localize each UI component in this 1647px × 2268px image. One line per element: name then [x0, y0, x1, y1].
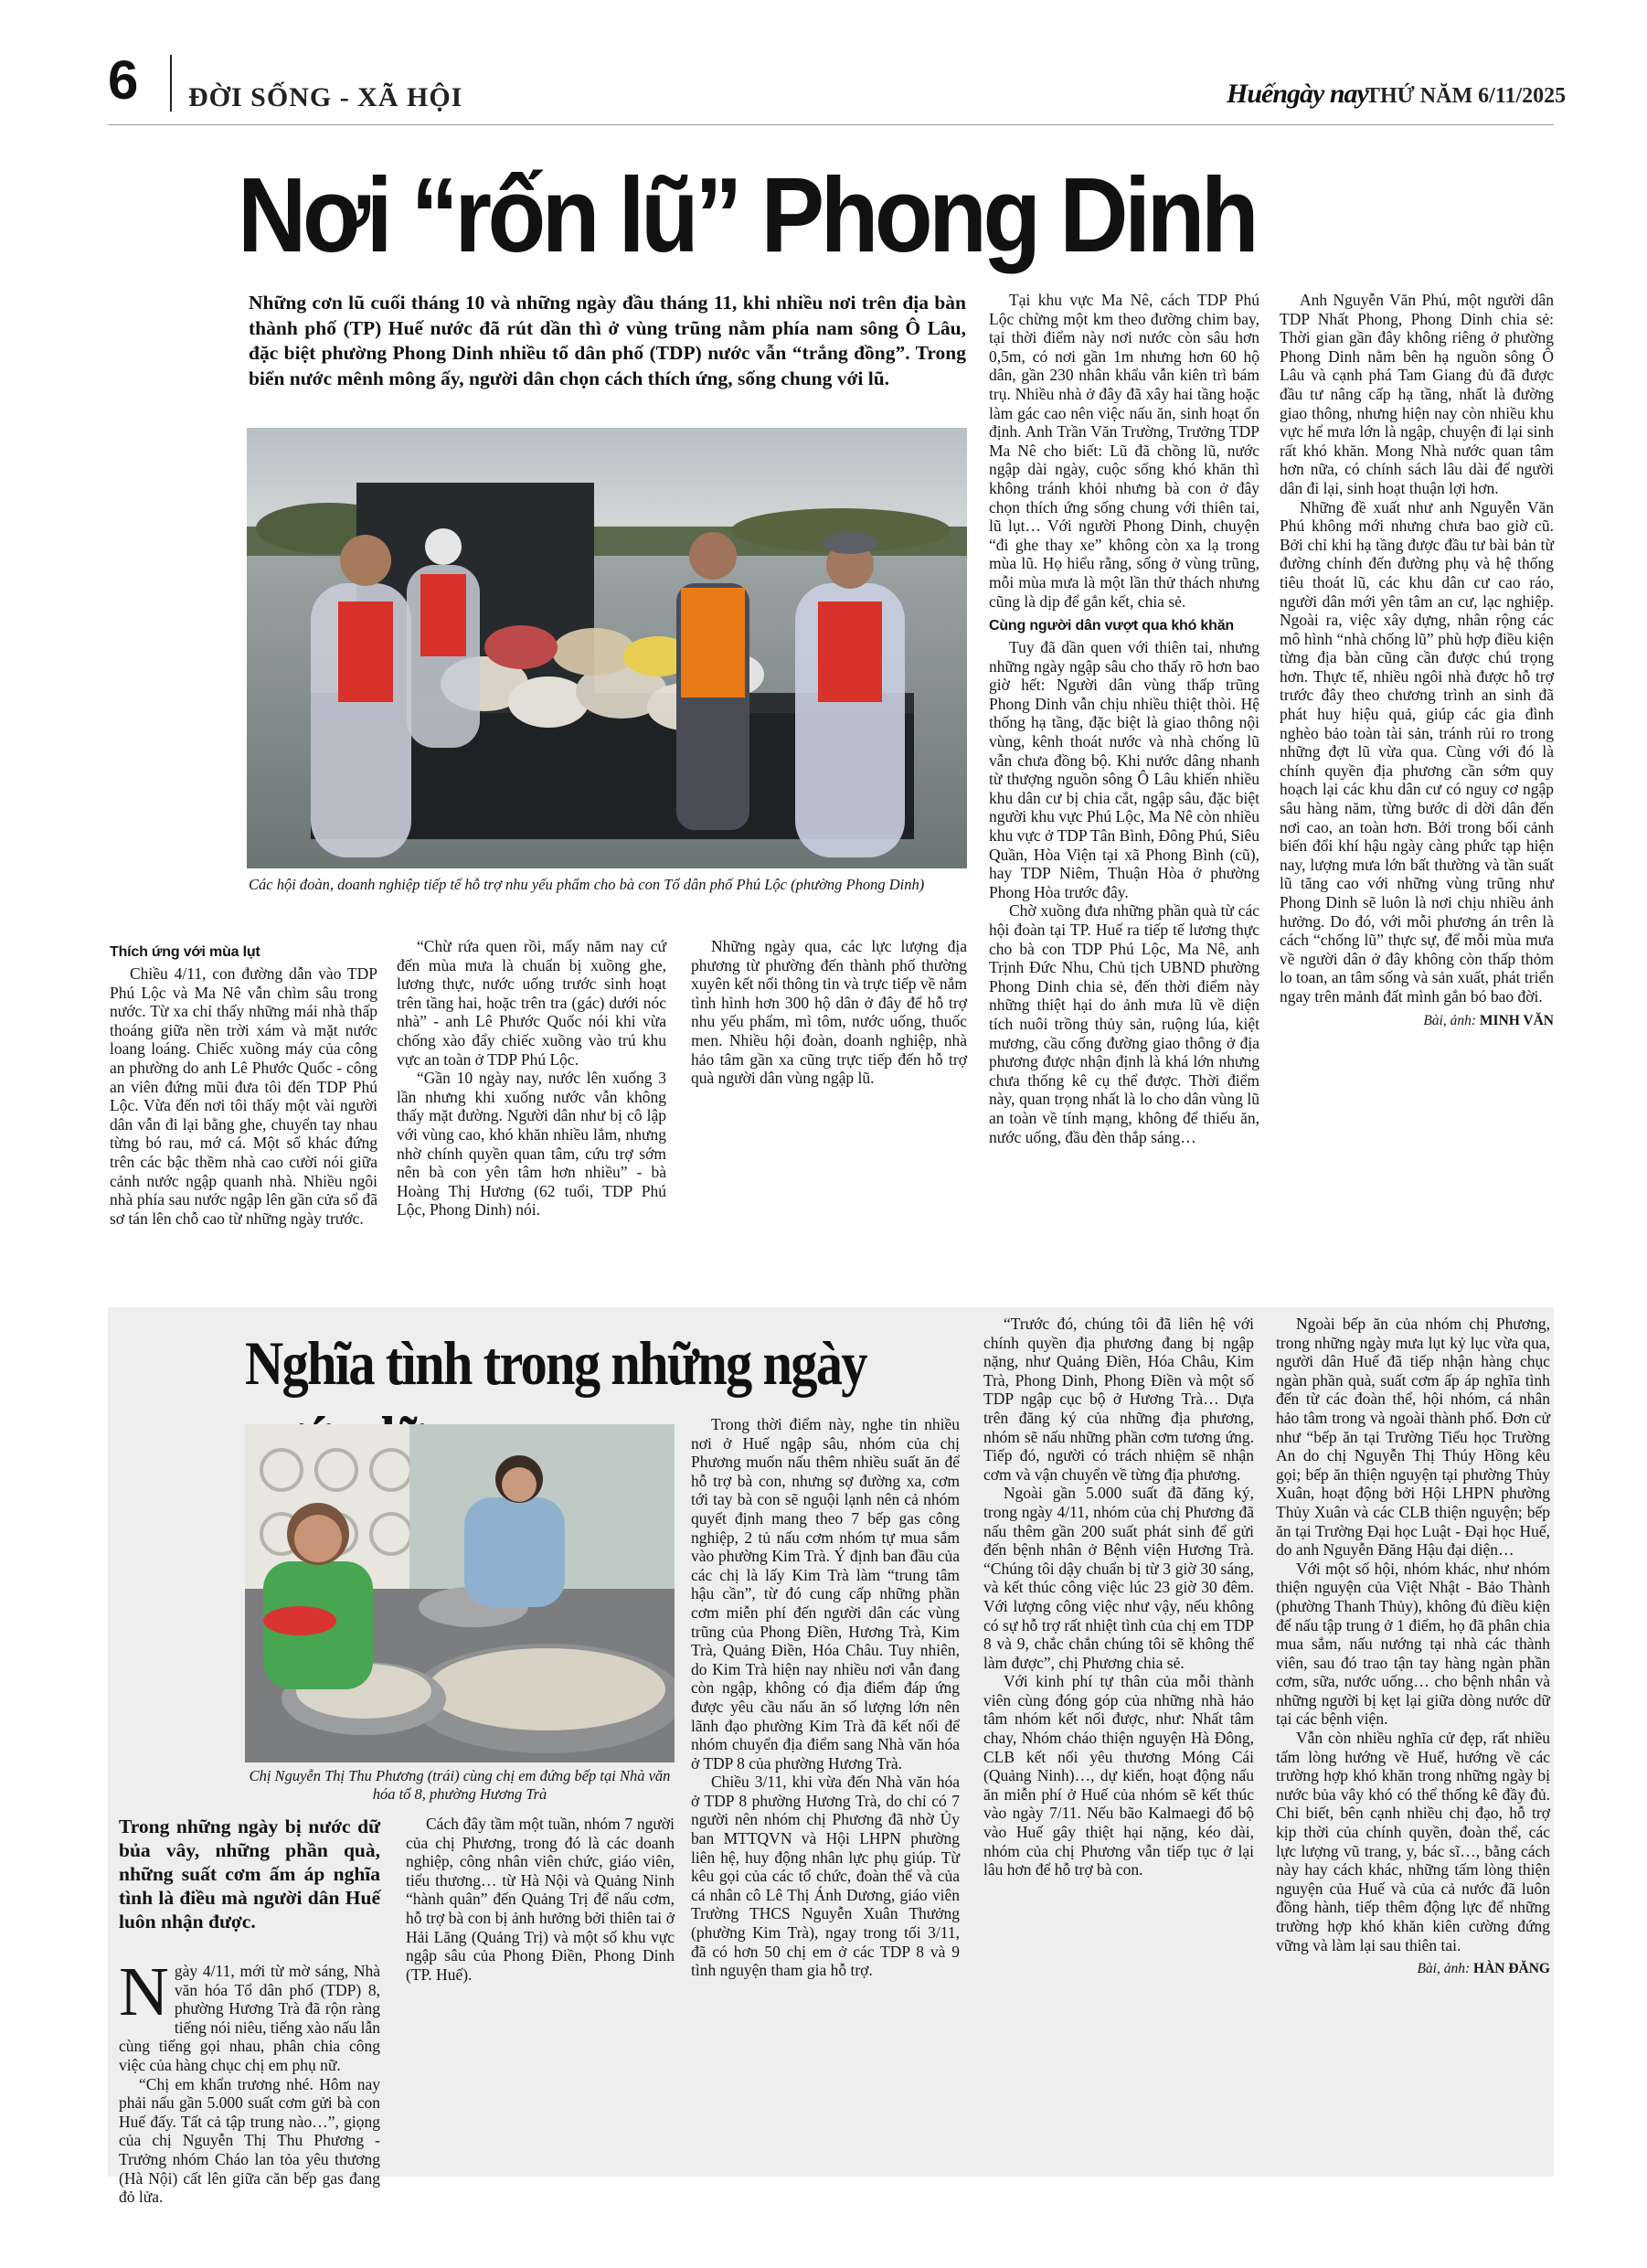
article2-column-4: [983, 1315, 1254, 1879]
article1-paragraph-3: “Gần 10 ngày nay, nước lên xuống 3 lần nhưng khi xuống nước vẫn không thấy mặt đường. Người dân như bị cô lập với vùng cao, khó khăn nhiều lắm, nhưng nhờ chính quyền quan tâm, cứu trợ sớm nên bà con yên tâm hơn nhiều” - bà Hoàng Thị Hương (62 tuổi, TDP Phú Lộc, Phong Dinh) nói.: [397, 1069, 666, 1219]
article2-lead: Trong những ngày bị nước dữ bủa vây, những phần quà, những suất cơm ấm áp nghĩa tình là điều mà người dân Huế luôn nhận được.: [119, 1815, 380, 1933]
article2-paragraph-3: Cách đây tầm một tuần, nhóm 7 người của chị Phương, trong đó là các doanh nghiệp, công nhân viên chức, giáo viên, tiểu thương… từ Hà Nội và Quảng Ninh “hành quân” đến Quảng Trị để nấu cơm, hỗ trợ bà con bị ảnh hưởng bởi thiên tai ở Hải Lăng (Quảng Trị) và một số khu vực ngập sâu của Phong Điền, Phong Dinh (TP. Huế).: [406, 1815, 675, 1984]
article2-paragraph-10: Với một số hội, nhóm khác, như nhóm thiện nguyện của Việt Nhật - Bảo Thành (phường Thanh Thủy), không đủ điều kiện để nấu tập trung ở 1 điểm, họ đã phân chia mua sắm, nấu nướng tại nhà các thành viên, sau đó trao tận tay hàng ngàn phần cơm, sữa, nước uống… cho bệnh nhân và những người bị kẹt lại giữa dòng nước dữ tại các bệnh viện.: [1276, 1559, 1550, 1729]
section-name: ĐỜI SỐNG - XÃ HỘI: [188, 82, 463, 112]
article2-column-3: [691, 1415, 960, 1980]
header-rule: [108, 124, 1554, 125]
article1-paragraph-8: Anh Nguyễn Văn Phú, một người dân TDP Nhất Phong, Phong Dinh chia sẻ: Thời gian gần đây không riêng ở phường Phong Dinh nằm bên hạ nguồn sông Ô Lâu và cạnh phá Tam Giang đủ đã được đầu tư nâng cấp hạ tầng, nhất là đường giao thông, nhưng hiện nay còn nhiều khu vực hể mưa lớn là ngập, chuyện đi lại sinh rất khó khăn. Mong Nhà nước quan tâm hơn nữa, có chính sách lâu dài để người dân đi lại, sinh hoạt thuận lợi hơn.: [1280, 291, 1554, 497]
article2-byline: Bài, ảnh: HÀN ĐĂNG: [1417, 1961, 1550, 1977]
article1-subhead-2: Cùng người dân vượt qua khó khăn: [989, 618, 1234, 634]
article1-paragraph-2: “Chừ rứa quen rồi, mấy năm nay cứ đến mùa mưa là chuẩn bị xuồng ghe, lương thực, nước uống trước sinh hoạt trên tầng hai, hoặc trên tra (gác) dưới nóc nhà” - anh Lê Phước Quốc nói khi vừa chống xào đẩy chiếc xuồng vào trú khu vực an toàn ở TDP Phú Lộc.: [397, 937, 666, 1069]
article1-paragraph-4: Những ngày qua, các lực lượng địa phương từ phường đến thành phố thường xuyên kết nối thông tin và trực tiếp về nắm tình hình hơn 300 hộ dân ở đây để hỗ trợ nhu yếu phẩm, mì tôm, nước uống, thuốc men. Nhiều hội đoàn, doanh nghiệp, nhà hảo tâm gần xa cũng trực tiếp đến hỗ trợ quà người dân vùng ngập lũ.: [691, 937, 967, 1088]
article1-paragraph-6: Tuy đã dần quen với thiên tai, nhưng những ngày ngập sâu cho thấy rõ hơn bao giờ hết: Người dân vùng thấp trũng Phong Dinh vẫn chịu nhiều thiệt thòi. Hệ thống hạ tầng, đặc biệt là giao thông nội vùng, kênh thoát nước và nhà chống lũ vẫn chưa đồng bộ. Khi nước dâng nhanh từ thượng nguồn sông Ô Lâu khiến nhiều khu dân cư bị chia cắt, ngập sâu, đặc biệt người khu vực Phú Lộc, Ma Nê còn nhiều khu vực ở TDP Tân Bình, Đông Phú, Siêu Quần, Hòa Viện tại xã Phong Bình (cũ), hay TDP Niêm, Thuận Hòa ở phường Phong Hòa trước đây.: [989, 638, 1259, 901]
article1-column-2: [397, 937, 666, 1219]
article2-photo-caption: Chị Nguyễn Thị Thu Phương (trái) cùng chị em đứng bếp tại Nhà văn hóa tổ 8, phường Hương Trà: [249, 1767, 671, 1803]
article2-paragraph-5: Chiều 3/11, khi vừa đến Nhà văn hóa ở TDP 8 phường Hương Trà, do chỉ có 7 người nên nhóm chị Phương đã nhờ Ủy ban MTTQVN và Hội LHPN phường liên hệ, huy động nhân lực phụ giúp. Từ kêu gọi của các tổ chức, đoàn thể và của cá nhân cô Lê Thị Ánh Dương, giáo viên Trường THCS Nguyễn Xuân Thưởng (phường Kim Trà), ngay trong tối 3/11, đã có hơn 50 chị em ở các TDP 8 và 9 tình nguyện tham gia hỗ trợ.: [691, 1773, 960, 1980]
article2-paragraph-9: Ngoài bếp ăn của nhóm chị Phương, trong những ngày mưa lụt kỷ lục vừa qua, người dân Huế đã tiếp nhận hàng chục ngàn phần quà, suất cơm ấp áp nghĩa tình đến từ các đoàn thể, hội nhóm, cá nhân hảo tâm trong và ngoài thành phố. Đơn cử như “bếp ăn tại Trường Tiểu học Trường An do chị Nguyễn Thị Thúy Hồng kêu gọi; bếp ăn thiện nguyện tại phường Thủy Xuân, hoạt động bởi Hội LHPN phường Thủy Xuân và các CLB thiện nguyện; bếp ăn tại Trường Đại học Luật - Đại học Huế, do anh Nguyễn Đăng Hậu đại diện…: [1276, 1315, 1550, 1560]
article2-paragraph-11: Vẫn còn nhiều nghĩa cử đẹp, rất nhiều tấm lòng hướng về Huế, hướng về các trường hợp khó khăn trong những ngày bị nước bủa vây khó có thể thống kê đầy đủ. Chỉ biết, bên cạnh nhiều chị đạo, hỗ trợ kịp thời của chính quyền, đoàn thể, các lực lượng vũ trang, y, bác sĩ…, bằng cách này hay cách khác, những tấm lòng thiện nguyện của Huế và của cả nước đã luôn đồng hành, tiếp thêm động lực để những trường hợp khó khăn kiên cường đứng vững và làm lại sau thiên tai.: [1276, 1729, 1550, 1954]
article1-paragraph-1: Chiều 4/11, con đường dẫn vào TDP Phú Lộc và Ma Nê vẫn chìm sâu trong nước. Từ xa chỉ thấy những mái nhà thấp thoáng giữa nền trời xám và mặt nước loang loáng. Chiếc xuồng máy của công an phường do anh Lê Phước Quốc - công an viên đứng mũi đưa tôi đến TDP Phú Lộc. Vừa đến nơi tôi thấy một vài người dân vẫn đi lại bằng ghe, chuyển tay nhau từng bó rau, mớ cá. Một số khác đứng trên các bậc thềm nhà cao cười nói giữa cảnh nước ngập quanh nhà. Nhiều ngôi nhà phía sau nước ngập lên gần cửa sổ đã sơ tán lên chỗ cao từ những ngày trước.: [110, 964, 377, 1228]
page-number: 6: [108, 49, 139, 111]
article1-column-5: [1280, 291, 1554, 1030]
article1-title: Nơi “rốn lũ” Phong Dinh: [238, 155, 1256, 274]
header-date: THỨ NĂM 6/11/2025: [1365, 84, 1567, 108]
article1-column-4: [989, 291, 1259, 1146]
header-divider: [170, 55, 172, 112]
article2-paragraph-7: Ngoài gần 5.000 suất đã đăng ký, trong ngày 4/11, nhóm của chị Phương đã nấu thêm gần 200 suất phát sinh để gửi đến bệnh nhân ở Bệnh viện Hương Trà. “Chúng tôi dậy chuẩn bị từ 3 giờ 30 sáng, và kết thúc công việc lúc 23 giờ 30 đêm. Với lượng công việc như vậy, nếu không có sự hỗ trợ rất nhiệt tình của chị em TDP 8 và 9, chắc chắn chúng tôi sẽ không thể làm được”, chị Phương chia sẻ.: [983, 1484, 1254, 1672]
kitchen-photo: [245, 1424, 675, 1762]
article1-paragraph-7: Chờ xuồng đưa những phần quà từ các hội đoàn tại TP. Huế ra tiếp tế lương thực cho bà con TDP Phú Lộc, Ma Nê, anh Trịnh Đức Nhu, Chủ tịch UBND phường Phong Dinh chia sẻ, đến thời điểm này những thiệt hại do ảnh mưa lũ về diện tích nuôi trồng thủy sản, ruộng lúa, kiệt mương, cầu cống đường giao thông ở địa phương được nhận định là khá lớn nhưng chưa thống kê cụ thể được. Thời điểm này, quan trọng nhất là lo cho dân vùng lũ an toàn về tính mạng, không để thiếu ăn, nước uống, đầu đèn thắp sáng…: [989, 901, 1259, 1146]
article1-column-1: [110, 937, 377, 1228]
article2-paragraph-4: Trong thời điểm này, nghe tin nhiều nơi ở Huế ngập sâu, nhóm của chị Phương muốn nấu thêm nhiều suất ăn để hỗ trợ bà con, nhưng sợ đường xa, cơm tới tay bà con sẽ nguội lạnh nên cả nhóm quyết định mang theo 7 bếp gas công nghiệp, 2 tủ nấu cơm nhóm tự mua sắm vào phường Kim Trà. Ý định ban đầu của các chị là lấy Kim Trà làm “trung tâm hậu cần”, từ đó cung cấp những phần cơm miễn phí đến người dân các vùng trũng của Phong Điền, Hương Trà, Kim Trà, Quảng Điền, Hóa Châu. Tuy nhiên, do Kim Trà hiện nay nhiều nơi vẫn đang còn ngập, không có địa điểm đáp ứng được yêu cầu nấu ăn số lượng lớn nên lãnh đạo phường Kim Trà đã kết nối để nhóm chuyển địa điểm sang Nhà văn hóa ở TDP 8 của phường Hương Trà.: [691, 1415, 960, 1773]
article2-title: Nghĩa tình trong những ngày: [245, 1328, 866, 1398]
article2-column-5: [1276, 1315, 1550, 1979]
article2-photo: [245, 1424, 675, 1762]
article2-paragraph-6: “Trước đó, chúng tôi đã liên hệ với chính quyền địa phương đang bị ngập nặng, như Quảng Điền, Hóa Châu, Kim Trà, Phong Dinh, Phong Điền và một số TDP ngập cục bộ ở Hương Trà… Dựa trên đăng ký của những địa phương, nhóm sẽ nấu những phần cơm tương ứng. Tiếp đó, người có trách nhiệm sẽ nhận cơm và vận chuyển về từng địa phương.: [983, 1315, 1254, 1484]
article2-column-2: [406, 1815, 675, 1984]
article1-paragraph-5: Tại khu vực Ma Nê, cách TDP Phú Lộc chừng một km theo đường chim bay, tại thời điểm này nơi nước còn sâu hơn 0,5m, có nơi gần 1m nhưng hơn 60 hộ dân, gần 230 nhân khẩu vẫn kiên trì bám trụ. Nhiều nhà ở đây đã xây hai tầng hoặc làm gác cao nên việc nấu ăn, sinh hoạt ổn định. Anh Trần Văn Trường, Trưởng TDP Ma Nê cho biết: Lũ đã chồng lũ, nước ngập dài ngày, cuộc sống khó khăn thì không tránh khỏi nhưng bà con ở đây chọn thích ứng sống chung với thiên tai, lũ lụt… Với người Phong Dinh, chuyện “đi ghe thay xe” không còn xa lạ trong mùa lũ. Họ hiểu rằng, sống ở vùng trũng, mỗi mùa mưa là một lần thử thách nhưng cũng là dịp để gắn kết, chia sẻ.: [989, 291, 1259, 611]
article1-photo-caption: Các hội đoàn, doanh nghiệp tiếp tế hỗ trợ nhu yếu phẩm cho bà con Tổ dân phố Phú Lộc (phường Phong Dinh): [249, 876, 925, 893]
article2-column-1: [119, 1954, 380, 2207]
article1-subhead-1: Thích ứng với mùa lụt: [110, 944, 260, 960]
article1-lead: Những cơn lũ cuối tháng 10 và những ngày đầu tháng 11, khi nhiều nơi trên địa bàn thành phố (TP) Huế nước đã rút dần thì ở vùng trũng nằm phía nam sông Ô Lâu, đặc biệt phường Phong Dinh nhiều tổ dân phố (TDP) nước vẫn “trắng đồng”. Trong biển nước mênh mông ấy, người dân chọn cách thích ứng, sống chung với lũ.: [249, 292, 966, 389]
article1-paragraph-9: Những đề xuất như anh Nguyễn Văn Phú không mới nhưng chưa bao giờ cũ. Bởi chỉ khi hạ tầng được đầu tư bài bản từ đường chính đến đường phụ và hệ thống tiêu thoát lũ, các khu dân cư cao ráo, người dân mới yên tâm an cư, lạc nghiệp. Ngoài ra, việc xây dựng, nhân rộng các mô hình “nhà chống lũ” phù hợp điều kiện từng địa bàn cũng cần được chú trọng hơn. Thực tế, nhiều ngôi nhà được hỗ trợ trước đây theo chương trình an sinh đã phát huy hiệu quả, giúp các gia đình nghèo bảo toàn tài sản, tránh rủi ro trong những đợt lũ vừa qua. Cùng với đó là chính quyền địa phương cần sớm quy hoạch lại các khu dân cư có nguy cơ ngập sâu hàng năm, từng bước di dời dân đến nơi cao, an toàn hơn. Bởi trong bối cảnh biến đổi khí hậu ngày càng phức tạp hiện nay, lượng mưa lớn bất thường và tần suất lũ tăng cao với những vùng trũng như Phong Dinh sẽ luôn là nơi chịu nhiều ảnh hưởng. Do đó, với mỗi phương án trên là cách “chống lũ” thực sự, để mỗi mùa mưa về người dân ở đây không còn thấp thỏm lo toan, an tâm sống và sản xuất, phát triển ngay trên mảnh đất mình gắn bó bao đời.: [1280, 497, 1554, 1006]
article1-column-3: [691, 937, 967, 1088]
article2-paragraph-1: Ngày 4/11, mới từ mờ sáng, Nhà văn hóa Tổ dân phố (TDP) 8, phường Hương Trà đã rộn ràng tiếng nói niêu, tiếng xào nấu lẫn cùng tiếng gọi nhau, phân chia công việc của hàng chục chị em phụ nữ.: [119, 1954, 380, 2074]
article1-byline: Bài, ảnh: MINH VĂN: [1423, 1012, 1554, 1028]
article2-paragraph-2a: “Chị em khẩn trương nhé. Hôm nay phải nấu gần 5.000 suất cơm gửi bà con Huế đấy. Tất cả tập trung nào…”, giọng của chị Nguyễn Thị Thu Phương - Trưởng nhóm Cháo lan tỏa yêu thương (Hà Nội) cất lên giữa căn bếp gas đang đỏ lửa.: [119, 2074, 380, 2207]
masthead-logo: Huếngày nay: [1227, 79, 1368, 109]
article2-paragraph-8: Với kinh phí tự thân của mỗi thành viên cùng đóng góp của những nhà hảo tâm nhóm kết nối được, như: Nhất tâm chay, Nhóm cháo thiện nguyện Hà Đông, CLB kết nối yêu thương Móng Cái (Quảng Ninh)…, dự kiến, hoạt động nấu ăn miễn phí ở Huế của nhóm sẽ kết thúc vào ngày 7/11. Nếu bão Kalmaegi đổ bộ vào Huế gây thiệt hại nặng, kéo dài, nhóm của chị Phương vẫn tiếp tục ở lại lâu hơn để hỗ trợ bà con.: [983, 1672, 1254, 1879]
article1-photo: [247, 428, 967, 868]
flood-relief-photo: [247, 428, 967, 868]
dropcap: N: [119, 1954, 169, 2030]
